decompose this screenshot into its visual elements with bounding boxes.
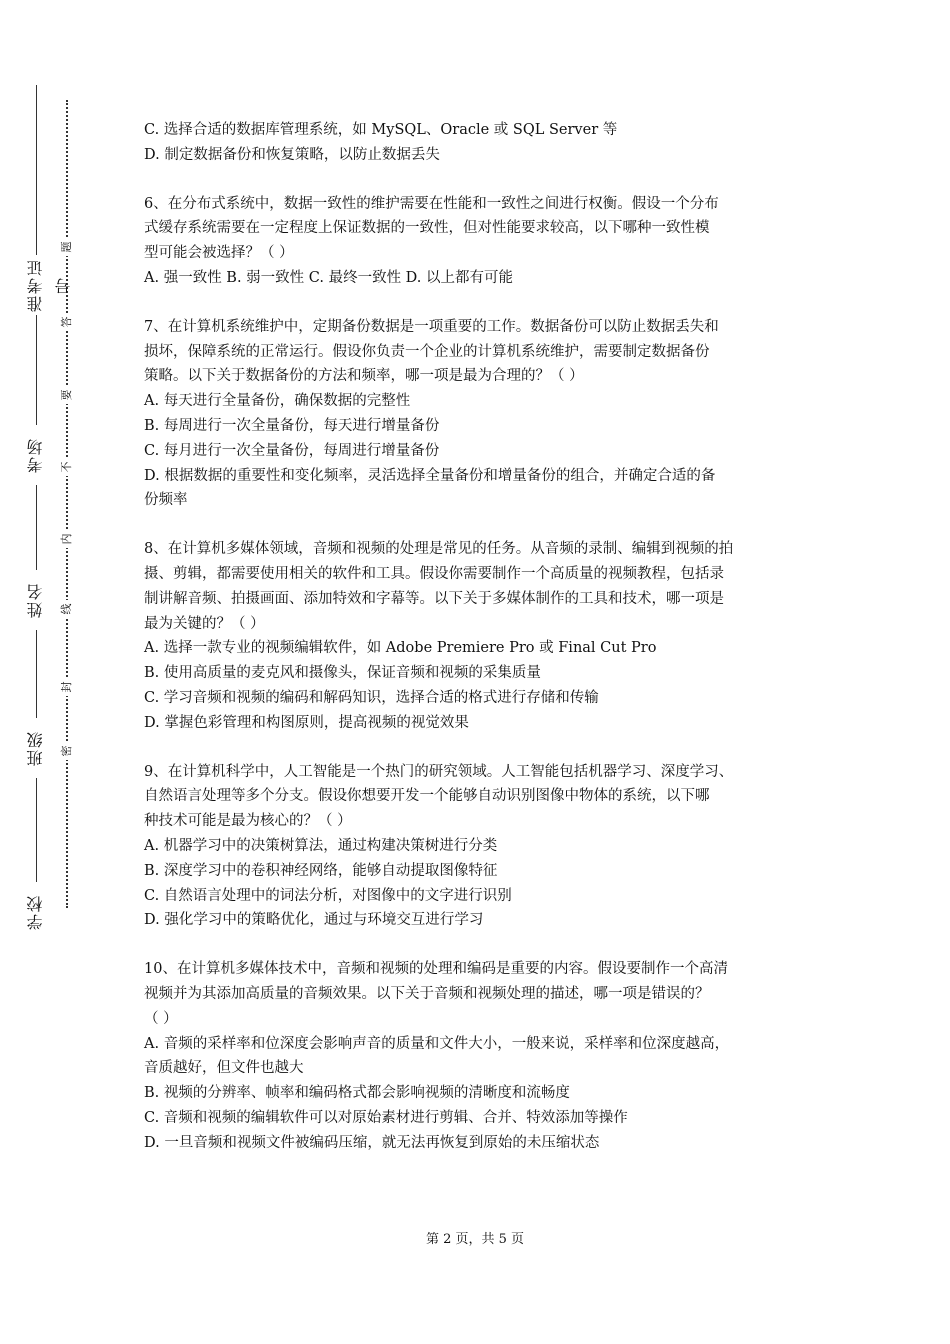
- seal-char: 答: [58, 313, 76, 331]
- question-line: A. 选择一款专业的视频编辑软件，如 Adobe Premiere Pro 或 Final Cut Pro: [144, 640, 657, 657]
- question-line: A. 每天进行全量备份，确保数据的完整性: [144, 393, 411, 410]
- seal-char: 封: [58, 678, 76, 696]
- page-footer: [0, 1230, 950, 1250]
- question-line: B. 深度学习中的卷积神经网络，能够自动提取图像特征: [144, 862, 498, 879]
- question-line: C. 学习音频和视频的编码和解码知识，选择合适的格式进行存储和传输: [144, 689, 599, 706]
- question-line: 型可能会被选择？（ ）: [144, 245, 294, 262]
- question-line: 策略。以下关于数据备份的方法和频率，哪一项是最为合理的？（ ）: [144, 368, 584, 385]
- question-line: 8、在计算机多媒体领域，音频和视频的处理是常见的任务。从音频的录制、编辑到视频的拍: [144, 541, 734, 558]
- question-line: C. 音频和视频的编辑软件可以对原始素材进行剪辑、合并、特效添加等操作: [144, 1109, 628, 1126]
- question-block: [144, 315, 814, 513]
- question-line: 种技术可能是最为核心的？（ ）: [144, 813, 352, 830]
- question-line: C. 选择合适的数据库管理系统，如 MySQL、Oracle 或 SQL Server 等: [144, 122, 618, 138]
- school-label: 学校: [22, 882, 50, 942]
- exam-room-label: 考场: [22, 425, 50, 485]
- question-line: 6、在分布式系统中，数据一致性的维护需要在性能和一致性之间进行权衡。假设一个分布: [144, 195, 719, 212]
- question-block: [144, 537, 814, 735]
- question-line: 9、在计算机科学中，人工智能是一个热门的研究领域。人工智能包括机器学习、深度学习、: [144, 763, 734, 780]
- question-line: 份频率: [144, 492, 188, 509]
- question-block: [144, 118, 814, 168]
- question-line: B. 每周进行一次全量备份，每天进行增量备份: [144, 417, 440, 434]
- seal-char: 线: [58, 600, 76, 618]
- binding-line: [36, 85, 37, 930]
- seal-char: 要: [58, 386, 76, 404]
- question-line: 摄、剪辑，都需要使用相关的软件和工具。假设你需要制作一个高质量的视频教程，包括录: [144, 565, 724, 582]
- question-line: C. 自然语言处理中的词法分析，对图像中的文字进行识别: [144, 887, 512, 904]
- question-line: A. 音频的采样率和位深度会影响声音的质量和文件大小，一般来说，采样率和位深度越高，: [144, 1035, 730, 1052]
- question-line: 视频并为其添加高质量的音频效果。以下关于音频和视频处理的描述，哪一项是错误的？: [144, 985, 710, 1002]
- question-line: （ ）: [144, 1010, 178, 1027]
- question-line: D. 根据数据的重要性和变化频率，灵活选择全量备份和增量备份的组合，并确定合适的备: [144, 467, 716, 484]
- seal-char: 不: [58, 458, 76, 476]
- question-line: 自然语言处理等多个分支。假设你想要开发一个能够自动识别图像中物体的系统，以下哪: [144, 788, 710, 805]
- question-line: 音质越好，但文件也越大: [144, 1060, 304, 1077]
- exam-content: [144, 118, 814, 1179]
- seal-char: 题: [58, 238, 76, 256]
- name-label: 姓名: [22, 570, 50, 630]
- question-line: A. 强一致性 B. 弱一致性 C. 最终一致性 D. 以上都有可能: [144, 269, 514, 286]
- question-line: D. 制定数据备份和恢复策略，以防止数据丢失: [144, 146, 440, 163]
- question-line: C. 每月进行一次全量备份，每周进行增量备份: [144, 442, 440, 459]
- seal-char: 密: [58, 742, 76, 760]
- question-line: 制讲解音频、拍摄画面、添加特效和字幕等。以下关于多媒体制作的工具和技术，哪一项是: [144, 590, 724, 607]
- question-line: B. 使用高质量的麦克风和摄像头，保证音频和视频的采集质量: [144, 665, 541, 682]
- question-line: 10、在计算机多媒体技术中，音频和视频的处理和编码是重要的内容。假设要制作一个高清: [144, 961, 728, 978]
- page-number: 第 2 页，共 5 页: [425, 1232, 525, 1247]
- question-line: 损坏，保障系统的正常运行。假设你负责一个企业的计算机系统维护，需要制定数据备份: [144, 343, 710, 360]
- seal-dotted-line: [66, 100, 68, 908]
- question-line: D. 一旦音频和视频文件被编码压缩，就无法再恢复到原始的未压缩状态: [144, 1134, 600, 1151]
- question-line: A. 机器学习中的决策树算法，通过构建决策树进行分类: [144, 837, 498, 854]
- seal-char: 内: [58, 530, 76, 548]
- question-block: [144, 192, 814, 291]
- question-line: 7、在计算机系统维护中，定期备份数据是一项重要的工作。数据备份可以防止数据丢失和: [144, 318, 719, 335]
- question-line: 最为关键的？（ ）: [144, 615, 265, 632]
- class-label: 班级: [22, 718, 50, 778]
- question-line: D. 掌握色彩管理和构图原则，提高视频的视觉效果: [144, 714, 469, 731]
- question-line: D. 强化学习中的策略优化，通过与环境交互进行学习: [144, 912, 484, 929]
- question-block: [144, 957, 814, 1155]
- question-line: B. 视频的分辨率、帧率和编码格式都会影响视频的清晰度和流畅度: [144, 1085, 570, 1102]
- question-block: [144, 760, 814, 934]
- question-line: 式缓存系统需要在一定程度上保证数据的一致性，但对性能要求较高，以下哪种一致性模: [144, 220, 710, 237]
- exam-number-label: 准考证号: [22, 255, 50, 315]
